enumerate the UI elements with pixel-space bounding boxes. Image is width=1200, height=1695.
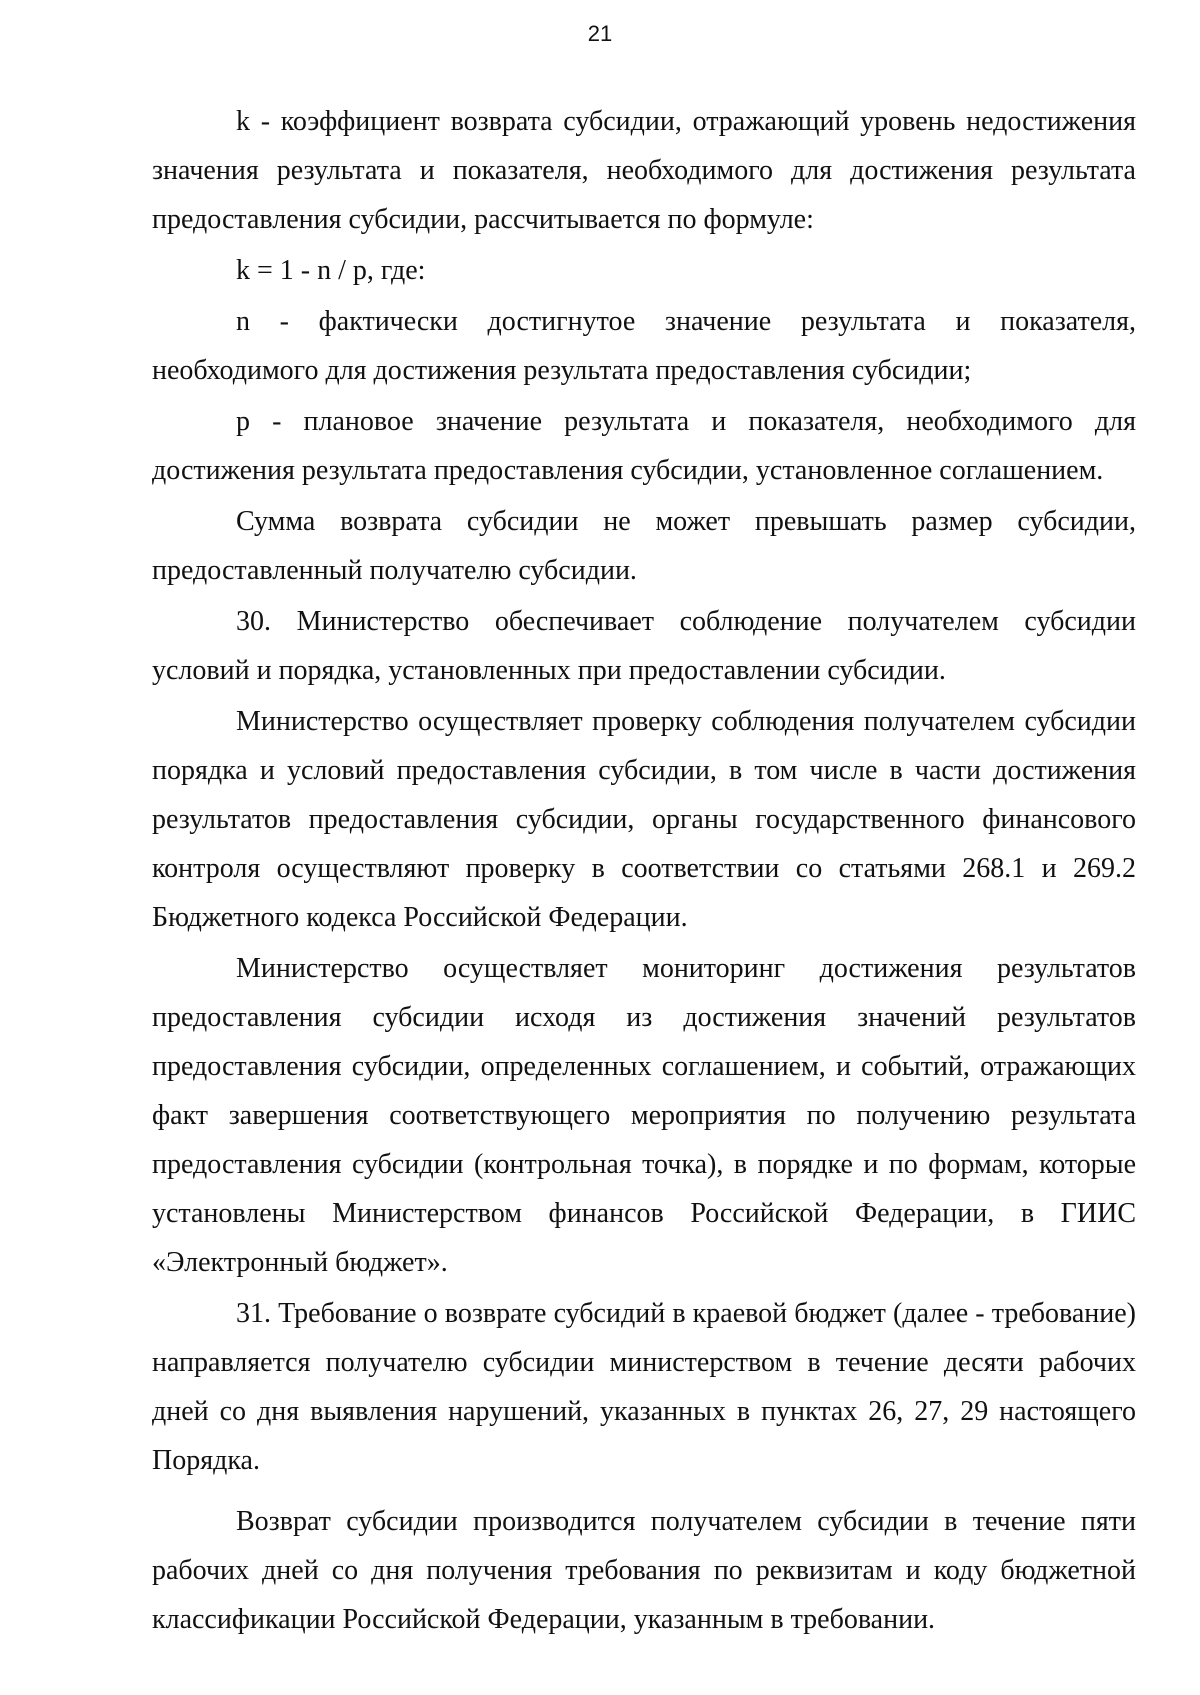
paragraph-item-31: 31. Требование о возврате субсидий в краевой бюджет (далее - требование) направляется получателю субсидии министерством в течение десяти рабочих дней со дня выявления нарушений, указанных в пунктах 26, 27, 29 настоящего Порядка. bbox=[152, 1298, 1136, 1476]
document-body bbox=[152, 97, 1136, 1644]
paragraph-return-limit: Сумма возврата субсидии не может превышать размер субсидии, предоставленный получателю субсидии. bbox=[152, 506, 1136, 586]
paragraph-coefficient-definition: k - коэффициент возврата субсидии, отражающий уровень недостижения значения результата и показателя, необходимого для достижения результата предоставления субсидии, рассчитывается по формуле: bbox=[152, 106, 1136, 235]
paragraph-verification: Министерство осуществляет проверку соблюдения получателем субсидии порядка и условий предоставления субсидии, в том числе в части достижения результатов предоставления субсидии, органы государственного финансового контроля осуществляют проверку в соответствии со статьями 268.1 и 269.2 Бюджетного кодекса Российской Федерации. bbox=[152, 706, 1136, 933]
paragraph-monitoring: Министерство осуществляет мониторинг достижения результатов предоставления субсидии исходя из достижения значений результатов предоставления субсидии, определенных соглашением, и событий, отражающих факт завершения соответствующего мероприятия по получению результата предоставления субсидии (контрольная точка), в порядке и по формам, которые установлены Министерством финансов Российской Федерации, в ГИИС «Электронный бюджет». bbox=[152, 953, 1136, 1278]
page-number: 21 bbox=[587, 21, 613, 46]
paragraph-n-definition: n - фактически достигнутое значение результата и показателя, необходимого для достижения результата предоставления субсидии; bbox=[152, 306, 1136, 386]
paragraph-item-30: 30. Министерство обеспечивает соблюдение получателем субсидии условий и порядка, установленных при предоставлении субсидии. bbox=[152, 606, 1136, 686]
paragraph-return-procedure: Возврат субсидии производится получателем субсидии в течение пяти рабочих дней со дня получения требования по реквизитам и коду бюджетной классификации Российской Федерации, указанным в требовании. bbox=[152, 1506, 1136, 1635]
paragraph-formula: k = 1 - n / p, где: bbox=[236, 255, 426, 286]
paragraph-p-definition: p - плановое значение результата и показателя, необходимого для достижения результата предоставления субсидии, установленное соглашением. bbox=[152, 406, 1136, 486]
